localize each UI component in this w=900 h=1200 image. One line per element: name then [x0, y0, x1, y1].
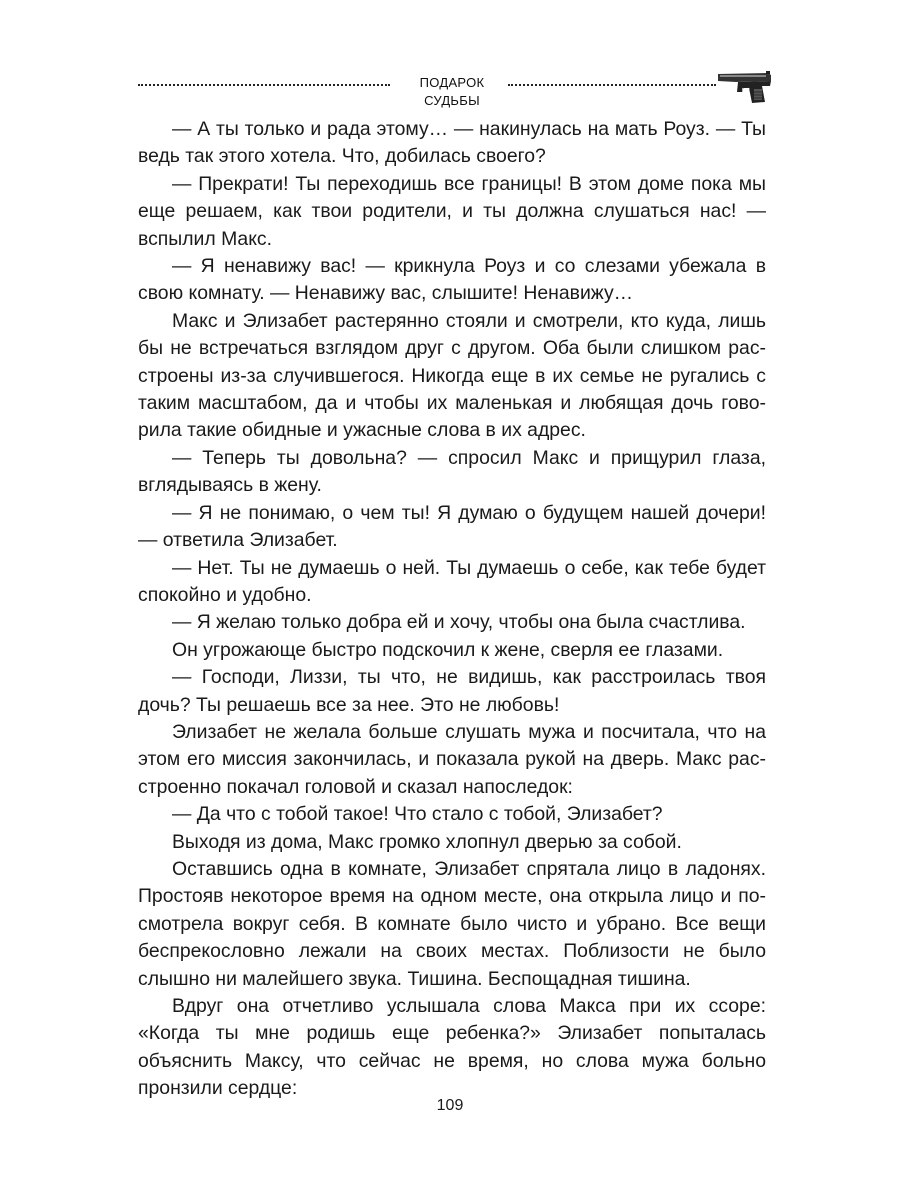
body-text — [138, 116, 766, 1103]
page-number: 109 — [436, 1097, 464, 1114]
paragraph: Он угрожающе быстро подскочил к жене, сверля ее глазами. — [172, 638, 724, 661]
running-header — [138, 74, 770, 108]
paragraph: — А ты только и рада этому… — накинулась на мать Роуз. — Ты ведь так этого хотела. Что, добилась своего? — [138, 118, 766, 168]
paragraph: Элизабет не желала больше слушать мужа и посчитала, что на этом его миссия закончилась, и показала рукой на дверь. Макс расстроенно покачал головой и сказал напоследок: — [138, 720, 766, 798]
paragraph: — Я не понимаю, о чем ты! Я думаю о будущем нашей дочери! — ответила Элизабет. — [138, 501, 766, 552]
paragraph: Выходя из дома, Макс громко хлопнул дверью за собой. — [172, 830, 682, 853]
paragraph: — Нет. Ты не думаешь о ней. Ты думаешь о себе, как тебе будет спокойно и удобно. — [138, 556, 766, 606]
header-dotted-rule-right — [508, 84, 716, 86]
paragraph: — Да что с тобой такое! Что стало с тобой, Элизабет? — [172, 803, 663, 826]
paragraph: Оставшись одна в комнате, Элизабет спрятала лицо в ладонях. Простояв некоторое время на одном месте, она открыла лицо и посмотрела вокруг себя. В комнате было чисто и убрано. Все вещи беспрекословно лежали на своих местах. Поблизости не было слышно ни малейшего звука. Тишина. Беспощадная тишина. — [138, 857, 766, 990]
paragraph: Вдруг она отчетливо услышала слова Макса при их ссоре: «Когда ты мне родишь еще ребенка?» Элизабет попыталась объяснить Максу, что сейчас не время, но слова мужа больно пронзили сердце: — [138, 995, 766, 1100]
paragraph: — Теперь ты довольна? — спросил Макс и прищурил глаза, вглядываясь в жену. — [138, 446, 766, 497]
paragraph: — Я желаю только добра ей и хочу, чтобы она была счастлива. — [172, 611, 746, 634]
paragraph: — Господи, Лиззи, ты что, не видишь, как расстроилась твоя дочь? Ты решаешь все за нее. Это не любовь! — [138, 666, 766, 716]
pistol-icon — [716, 68, 774, 104]
paragraph: Макс и Элизабет растерянно стояли и смотрели, кто куда, лишь бы не встречаться взглядом друг с другом. Оба были слишком расстроены из-за случившегося. Никогда еще в их семье не ругались с таким масштабом, да и чтобы их маленькая и любящая дочь говорила такие обидные и ужасные слова в их адрес. — [138, 309, 766, 442]
paragraph: — Прекрати! Ты переходишь все границы! В этом доме пока мы еще решаем, как твои родители, и ты должна слушаться нас! — вспылил Макс. — [138, 172, 766, 250]
header-dotted-rule-left — [138, 84, 390, 86]
paragraph: — Я ненавижу вас! — крикнула Роуз и со слезами убежала в свою комнату. — Ненавижу вас, слышите! Ненавижу… — [138, 255, 766, 305]
running-title: ПОДАРОК СУДЬБЫ — [419, 75, 485, 108]
